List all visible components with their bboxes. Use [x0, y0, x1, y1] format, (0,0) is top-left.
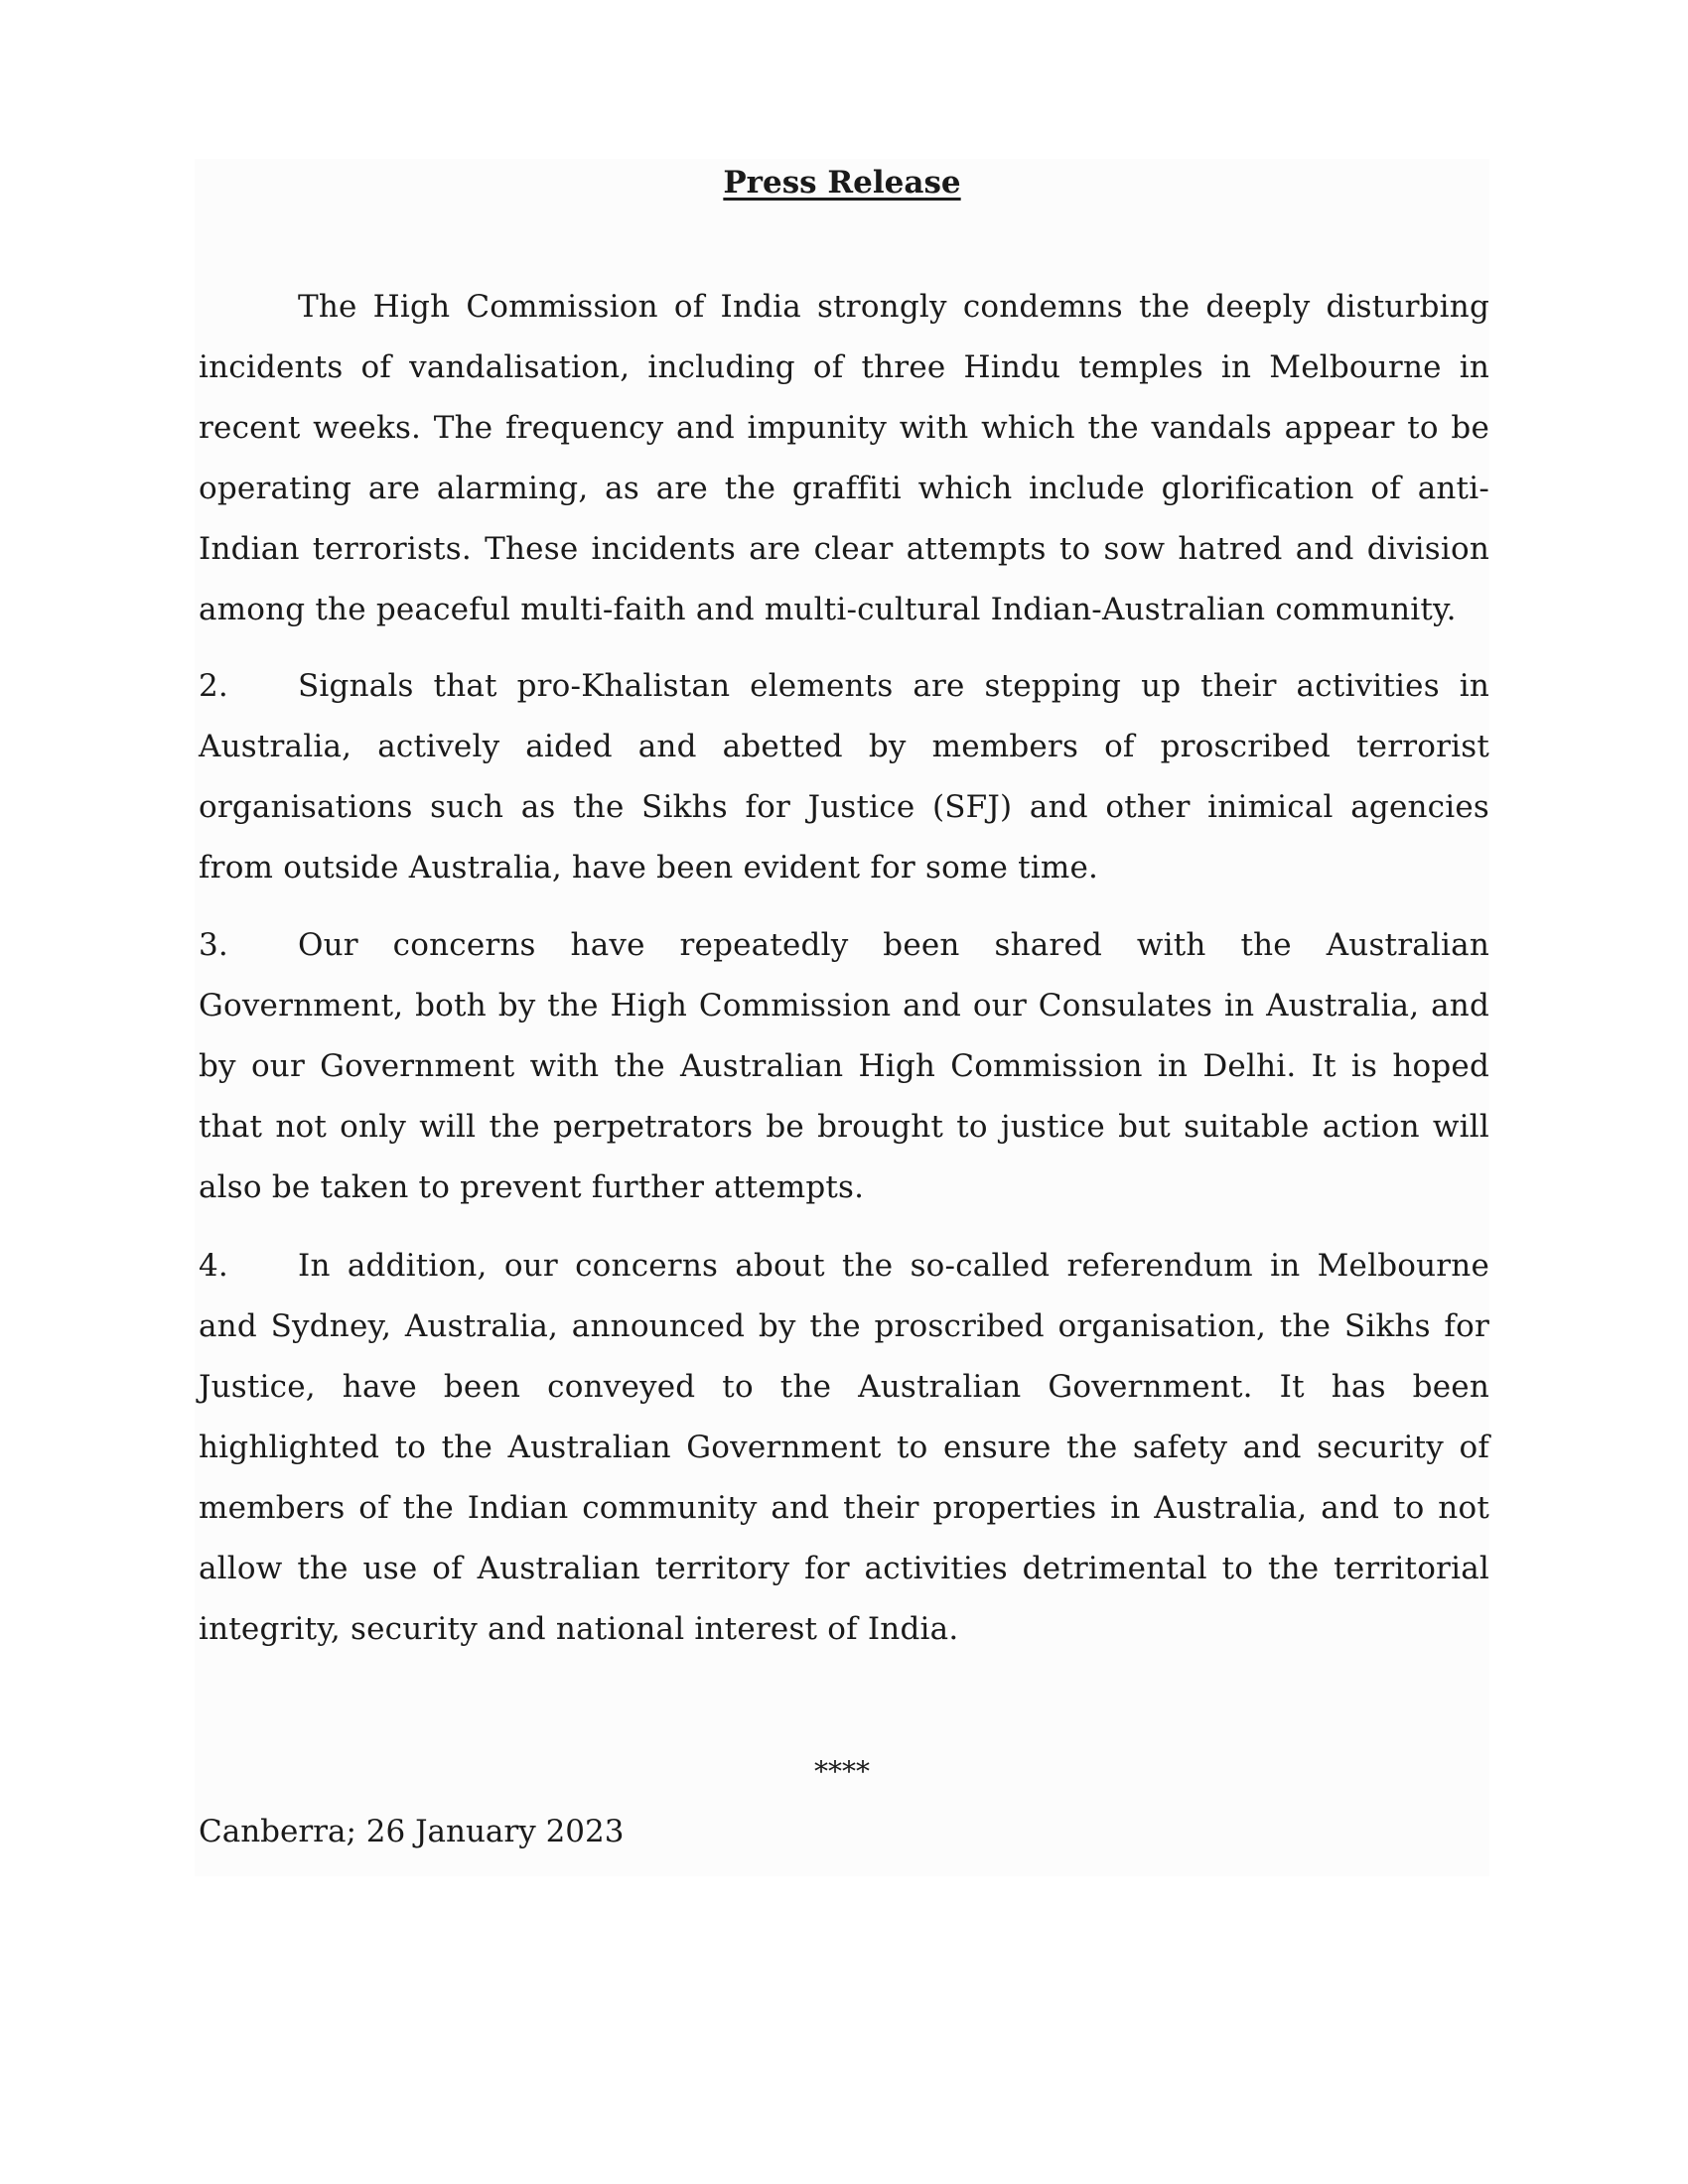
paragraph-2-number: 2. — [199, 668, 228, 704]
paragraph-2-text: Signals that pro-Khalistan elements are stepping up their activities in Australia, actively aided and abetted by members of proscribed terrorist organisations such as the Sikhs for Justice (SFJ) and other inimical agencies from outside Australia, have been evident for some time. — [199, 668, 1489, 886]
document-title — [195, 161, 1489, 205]
document-title-text: Press Release — [723, 165, 961, 201]
paragraph-4-text: In addition, our concerns about the so-called referendum in Melbourne and Sydney, Australia, announced by the proscribed organisation, the Sikhs for Justice, have been conveyed to the Australian Government. It has been highlighted to the Australian Government to ensure the safety and security of members of the Indian community and their properties in Australia, and to not allow the use of Australian territory for activities detrimental to the territorial integrity, security and national interest of India. — [199, 1248, 1489, 1647]
paragraph-1-text: The High Commission of India strongly condemns the deeply disturbing incidents of vandalisation, including of three Hindu temples in Melbourne in recent weeks. The frequency and impunity with which the vandals appear to be operating are alarming, as are the graffiti which include glorification of anti-Indian terrorists. These incidents are clear attempts to sow hatred and division among the peaceful multi-faith and multi-cultural Indian-Australian community. — [199, 289, 1489, 627]
paragraph-2 — [199, 656, 1489, 898]
paragraph-4 — [199, 1236, 1489, 1660]
separator-stars: **** — [814, 1755, 870, 1788]
paragraph-3-number: 3. — [199, 927, 228, 963]
paragraph-1 — [199, 277, 1489, 640]
paragraph-3-text: Our concerns have repeatedly been shared with the Australian Government, both by the High Commission and our Consulates in Australia, and by our Government with the Australian High Commission in Delhi. It is hoped that not only will the perpetrators be brought to justice but suitable action will also be taken to prevent further attempts. — [199, 927, 1489, 1205]
paragraph-3 — [199, 915, 1489, 1218]
dateline: Canberra; 26 January 2023 — [199, 1814, 625, 1849]
paragraph-4-number: 4. — [199, 1248, 228, 1284]
press-release-document — [195, 159, 1489, 1876]
